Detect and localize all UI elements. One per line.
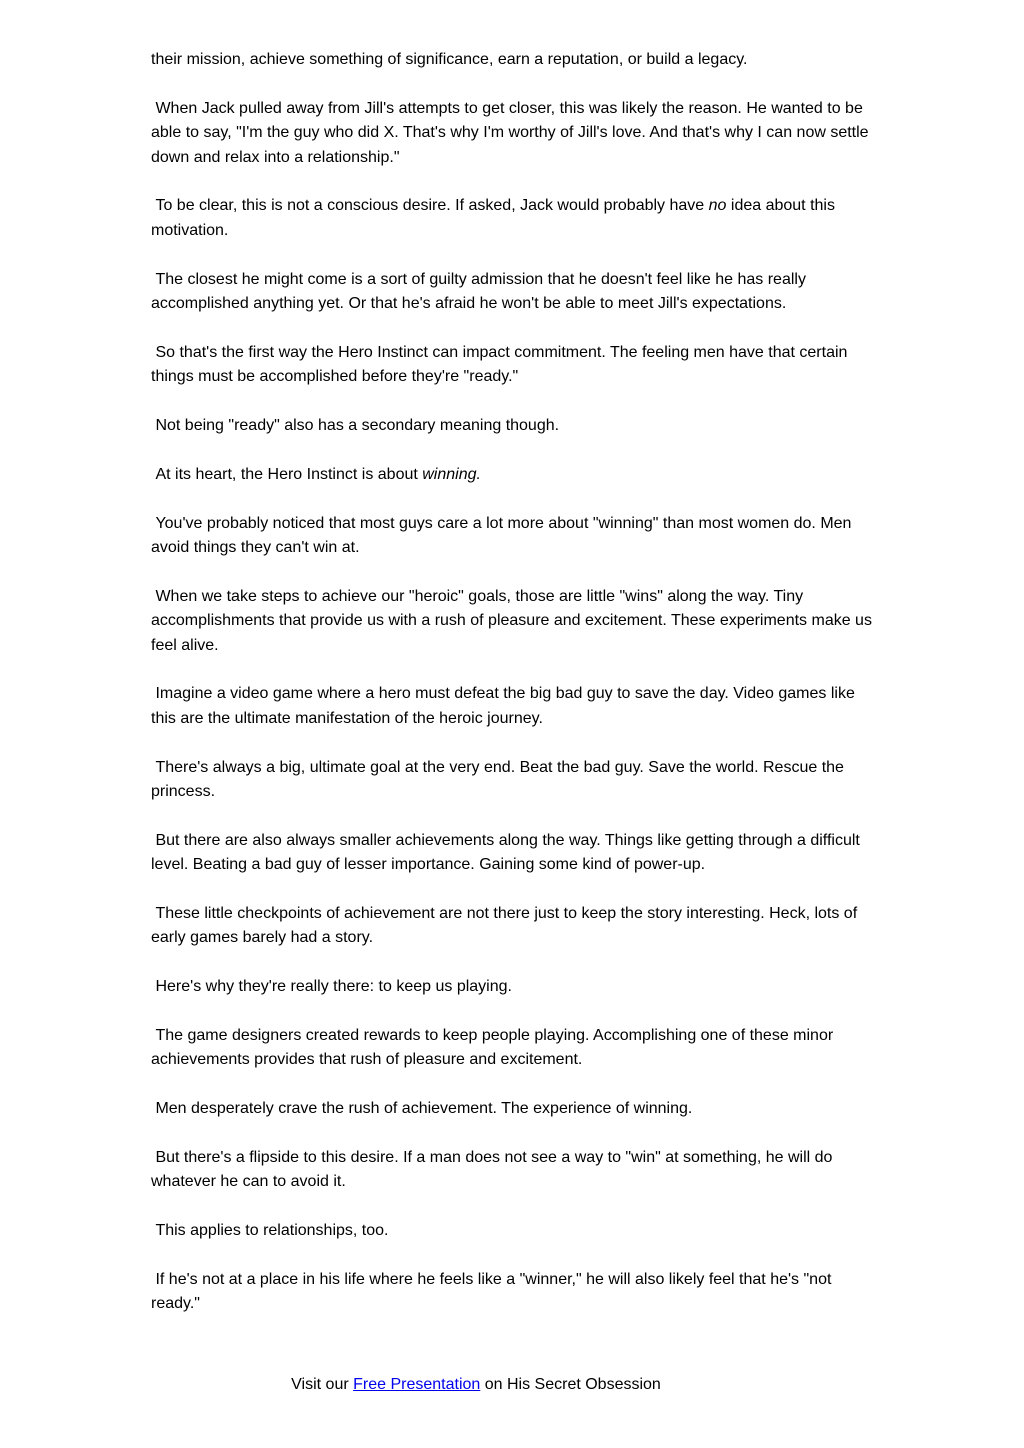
document-body [151, 48, 881, 1341]
paragraph [151, 194, 881, 243]
footer-suffix: on His Secret Obsession [480, 1376, 661, 1393]
emphasis-text: no [708, 197, 727, 215]
paragraph: their mission, achieve something of significance, earn a reputation, or build a legacy. [151, 51, 748, 68]
paragraph: These little checkpoints of achievement are not there just to keep the story interesting. Heck, lots of early games barely had a story. [151, 905, 862, 947]
paragraph: So that's the first way the Hero Instinct can impact commitment. The feeling men have that certain things must be accomplished before they're "ready." [151, 343, 852, 386]
paragraph [151, 463, 881, 487]
paragraph: Imagine a video game where a hero must defeat the big bad guy to save the day. Video games like this are the ultimate manifestation of the heroic journey. [151, 685, 860, 727]
paragraph: The game designers created rewards to keep people playing. Accomplishing one of these minor achievements provides that rush of pleasure and excitement. [151, 1027, 838, 1069]
footer-prefix: Visit our [291, 1376, 354, 1393]
paragraph: You've probably noticed that most guys care a lot more about "winning" than most women do. Men avoid things they can't win at. [151, 514, 856, 557]
paragraph: When Jack pulled away from Jill's attempts to get closer, this was likely the reason. He wanted to be able to say, "I'm the guy who did X. That's why I'm worthy of Jill's love. And that's why I can now settle down and relax into a relationship." [151, 99, 874, 166]
emphasis-text: winning. [422, 465, 481, 483]
paragraph: But there's a flipside to this desire. If a man does not see a way to "win" at something, he will do whatever he can to avoid it. [151, 1149, 837, 1191]
footer [0, 1375, 952, 1395]
paragraph: Men desperately crave the rush of achievement. The experience of winning. [151, 1100, 693, 1118]
paragraph: There's always a big, ultimate goal at the very end. Beat the bad guy. Save the world. Rescue the princess. [151, 758, 849, 801]
paragraph: This applies to relationships, too. [151, 1222, 389, 1240]
paragraph: Not being "ready" also has a secondary meaning though. [151, 417, 560, 435]
paragraph-text: idea about this motivation. [151, 197, 840, 239]
paragraph: If he's not at a place in his life where he feels like a "winner," he will also likely feel that he's "not ready." [151, 1271, 836, 1313]
free-presentation-link[interactable]: Free Presentation [353, 1376, 481, 1393]
paragraph-text: At its heart, the Hero Instinct is about [151, 465, 423, 483]
paragraph: The closest he might come is a sort of guilty admission that he doesn't feel like he has really accomplished anything yet. Or that he's afraid he won't be able to meet Jill's expectations. [151, 270, 811, 313]
paragraph-text: To be clear, this is not a conscious desire. If asked, Jack would probably have [151, 197, 709, 215]
paragraph: When we take steps to achieve our "heroic" goals, those are little "wins" along the way. Tiny accomplishments that provide us with a rush of pleasure and excitement. These experiments make us feel alive. [151, 587, 877, 654]
paragraph: Here's why they're really there: to keep us playing. [151, 978, 512, 996]
paragraph: But there are also always smaller achievements along the way. Things like getting through a difficult level. Beating a bad guy of lesser importance. Gaining some kind of power-up. [151, 831, 865, 874]
